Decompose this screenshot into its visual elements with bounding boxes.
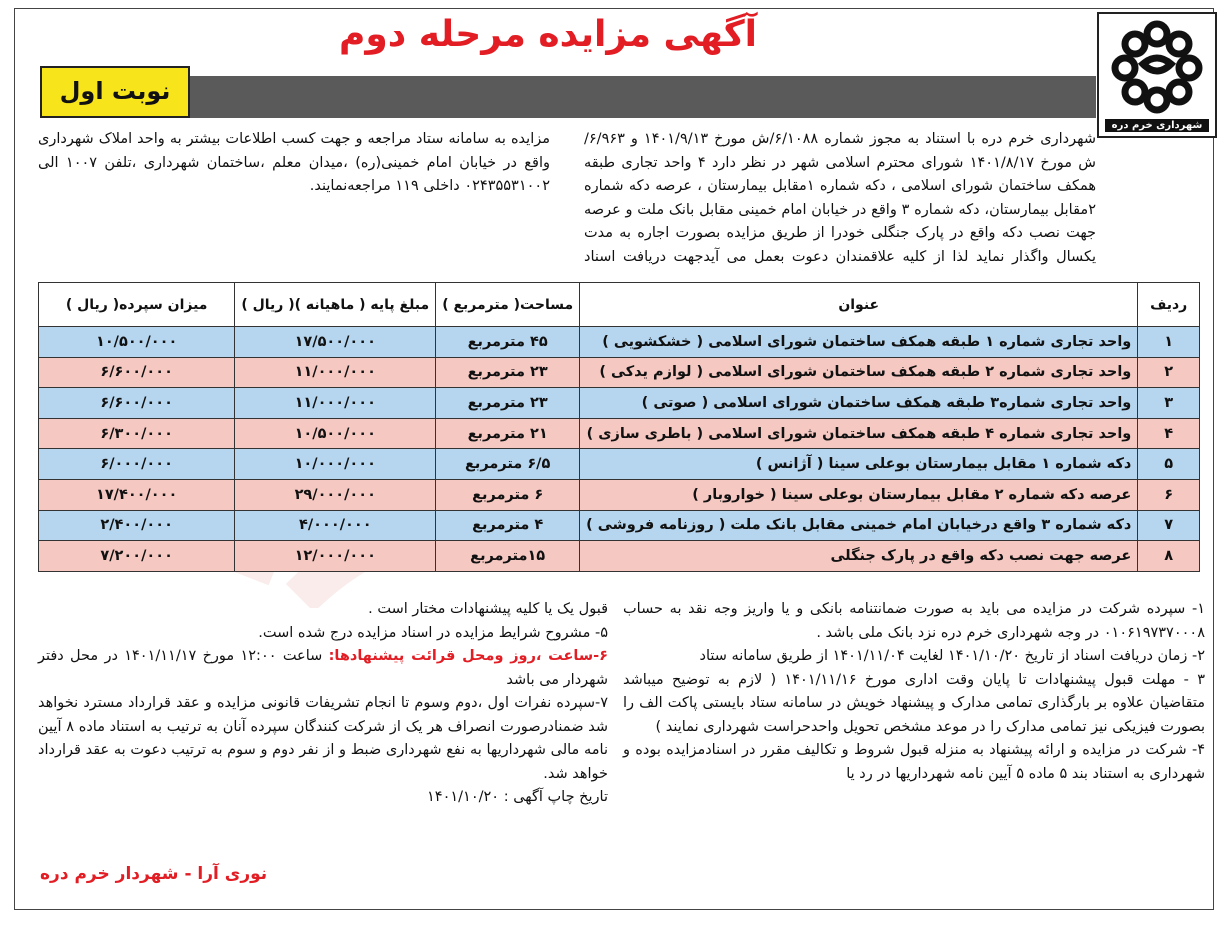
print-date: تاریخ چاپ آگهی : ۱۴۰۱/۱۰/۲۰ (427, 789, 608, 805)
row-base-price: ۱۰/۰۰۰/۰۰۰ (235, 449, 436, 480)
row-title: واحد تجاری شماره۳ طبقه همکف ساختمان شورای اسلامی ( صوتی ) (580, 388, 1138, 419)
row-base-price: ۱۱/۰۰۰/۰۰۰ (235, 388, 436, 419)
table-row (39, 541, 1200, 572)
row-deposit: ۶/۶۰۰/۰۰۰ (39, 388, 235, 419)
row-title: واحد تجاری شماره ۲ طبقه همکف ساختمان شورای اسلامی ( لوازم یدکی ) (580, 357, 1138, 388)
header-base-price: مبلغ پایه ( ماهیانه )( ریال ) (235, 283, 436, 327)
condition-4: ۴- شرکت در مزایده و ارائه پیشنهاد به منزله قبول شروط و تکالیف مقرر در اسنادمزایده بوده و شهرداری به استناد بند ۵ ماده ۵ آیین نامه شهرداریها در رد یا (623, 742, 1205, 782)
row-number: ۸ (1138, 541, 1200, 572)
row-number: ۶ (1138, 479, 1200, 510)
row-area: ۲۳ مترمربع (436, 357, 580, 388)
table-row (39, 510, 1200, 541)
row-deposit: ۶/۶۰۰/۰۰۰ (39, 357, 235, 388)
condition-6-label: ۶-ساعت ،روز ومحل قرائت پیشنهادها: (328, 648, 608, 664)
row-base-price: ۱۱/۰۰۰/۰۰۰ (235, 357, 436, 388)
row-area: ۴ مترمربع (436, 510, 580, 541)
row-area: ۶/۵ مترمربع (436, 449, 580, 480)
table-row (39, 357, 1200, 388)
conditions-right-column (623, 598, 1205, 786)
header-deposit: میزان سپرده( ریال ) (39, 283, 235, 327)
municipality-logo (1097, 12, 1217, 138)
condition-6 (38, 645, 608, 692)
mayor-signature: نوری آرا - شهردار خرم دره (40, 864, 268, 884)
row-deposit: ۶/۰۰۰/۰۰۰ (39, 449, 235, 480)
table-row (39, 327, 1200, 358)
row-number: ۷ (1138, 510, 1200, 541)
row-number: ۳ (1138, 388, 1200, 419)
row-deposit: ۶/۳۰۰/۰۰۰ (39, 418, 235, 449)
row-area: ۲۱ مترمربع (436, 418, 580, 449)
row-number: ۲ (1138, 357, 1200, 388)
row-base-price: ۱۰/۵۰۰/۰۰۰ (235, 418, 436, 449)
row-area: ۴۵ مترمربع (436, 327, 580, 358)
table-row (39, 479, 1200, 510)
auction-items-table (38, 282, 1200, 572)
row-base-price: ۲۹/۰۰۰/۰۰۰ (235, 479, 436, 510)
row-base-price: ۴/۰۰۰/۰۰۰ (235, 510, 436, 541)
row-title: عرصه جهت نصب دکه واقع در پارک جنگلی (580, 541, 1138, 572)
condition-7: ۷-سپرده نفرات اول ،دوم وسوم تا انجام تشریفات قانونی مزایده و عقد قرارداد مسترد نخواهد شد ضمنادرصورت انصراف هر یک از شرکت کنندگان سپرده آنان به ترتیب به استناد ماده ۸ آیین نامه مالی شهرداریها به نفع شهرداری ضبط و از نفر دوم و سوم به ترتیب دعوت به عقد قرارداد خواهد شد. (38, 695, 608, 782)
header-area: مساحت( مترمربع ) (436, 283, 580, 327)
row-area: ۲۳ مترمربع (436, 388, 580, 419)
row-number: ۴ (1138, 418, 1200, 449)
row-base-price: ۱۲/۰۰۰/۰۰۰ (235, 541, 436, 572)
conditions-left-column (38, 598, 608, 810)
row-title: عرصه دکه شماره ۲ مقابل بیمارستان بوعلی سینا ( خواروبار ) (580, 479, 1138, 510)
condition-3: ۳ - مهلت قبول پیشنهادات تا پایان وقت اداری مورخ ۱۴۰۱/۱۱/۱۶ ( لازم به توضیح میباشد متقاضیان علاوه بر بارگذاری تمامی مدارک و پیشنهاد خویش در سامانه ستاد بایستی پاکت الف را بصورت فیزیکی نیز تمامی مدارک را در موعد مشخص تحویل واحدحراست شهرداری نمایند ) (623, 671, 1205, 735)
logo-text: شهرداری خرم دره (1105, 119, 1209, 132)
table-row (39, 449, 1200, 480)
row-deposit: ۱۷/۴۰۰/۰۰۰ (39, 479, 235, 510)
table-row (39, 388, 1200, 419)
condition-1: ۱- سپرده شرکت در مزایده می باید به صورت ضمانتنامه بانکی و یا واریز وجه نقد به حساب ۰۱۰۶۱۹۷۳۷۰۰۰۸ در وجه شهرداری خرم دره نزد بانک ملی باشد . (623, 601, 1205, 641)
row-area: ۱۵مترمربع (436, 541, 580, 572)
row-deposit: ۱۰/۵۰۰/۰۰۰ (39, 327, 235, 358)
logo-emblem-icon (1107, 20, 1207, 116)
row-base-price: ۱۷/۵۰۰/۰۰۰ (235, 327, 436, 358)
row-area: ۶ مترمربع (436, 479, 580, 510)
row-title: واحد تجاری شماره ۴ طبقه همکف ساختمان شورای اسلامی ( باطری سازی ) (580, 418, 1138, 449)
condition-5: ۵- مشروح شرایط مزایده در اسناد مزایده درج شده است. (258, 624, 608, 641)
row-number: ۱ (1138, 327, 1200, 358)
row-title: واحد تجاری شماره ۱ طبقه همکف ساختمان شورای اسلامی ( خشکشویی ) (580, 327, 1138, 358)
intro-paragraph: شهرداری خرم دره با استناد به مجوز شماره ۶/۱۰۸۸/ش مورخ ۱۴۰۱/۹/۱۳ و ۶/۹۶۳/ش مورخ ۱۴۰۱/۸/۱۷ شورای محترم اسلامی شهر در نظر دارد ۴ واحد تجاری طبقه همکف ساختمان شورای اسلامی ، دکه شماره ۱مقابل بیمارستان ، عرصه دکه شماره ۲مقابل بیمارستان، دکه شماره ۳ واقع در خیابان امام خمینی مقابل بانک ملت و عرصه جهت نصب دکه واقع در پارک جنگلی خودرا از طریق مزایده بصورت اجاره به مدت یکسال واگذار نماید لذا از کلیه علاقمندان دعوت بعمل می آیدجهت دریافت اسناد مزایده به سامانه ستاد مراجعه و جهت کسب اطلاعات بیشتر به واحد املاک شهرداری واقع در خیابان امام خمینی(ره) ،میدان معلم ،ساختمان شهرداری ،تلفن ۱۰۰۷ الی ۰۲۴۳۵۵۳۱۰۰۲ داخلی ۱۱۹ مراجعه‌نمایند. (38, 131, 1096, 265)
header-title: عنوان (580, 283, 1138, 327)
page-title: آگهی مزایده مرحله دوم (338, 14, 757, 55)
row-deposit: ۲/۴۰۰/۰۰۰ (39, 510, 235, 541)
row-title: دکه شماره ۱ مقابل بیمارستان بوعلی سینا ( آژانس ) (580, 449, 1138, 480)
row-number: ۵ (1138, 449, 1200, 480)
title-bar (190, 76, 1096, 118)
condition-2: ۲- زمان دریافت اسناد از تاریخ ۱۴۰۱/۱۰/۲۰ لغایت ۱۴۰۱/۱۱/۰۴ از طریق سامانه ستاد (699, 648, 1205, 664)
header-row-number: ردیف (1138, 283, 1200, 327)
row-title: دکه شماره ۳ واقع درخیابان امام خمینی مقابل بانک ملت ( روزنامه فروشی ) (580, 510, 1138, 541)
table-header-row (39, 283, 1200, 327)
row-deposit: ۷/۲۰۰/۰۰۰ (39, 541, 235, 572)
condition-4-continued: قبول یک یا کلیه پیشنهادات مختار است . (368, 601, 608, 617)
condition-6-text: ساعت ۱۲:۰۰ مورخ ۱۴۰۱/۱۱/۱۷ در محل دفتر شهردار می باشد (38, 648, 608, 688)
table-row (39, 418, 1200, 449)
round-badge: نوبت اول (40, 66, 190, 118)
